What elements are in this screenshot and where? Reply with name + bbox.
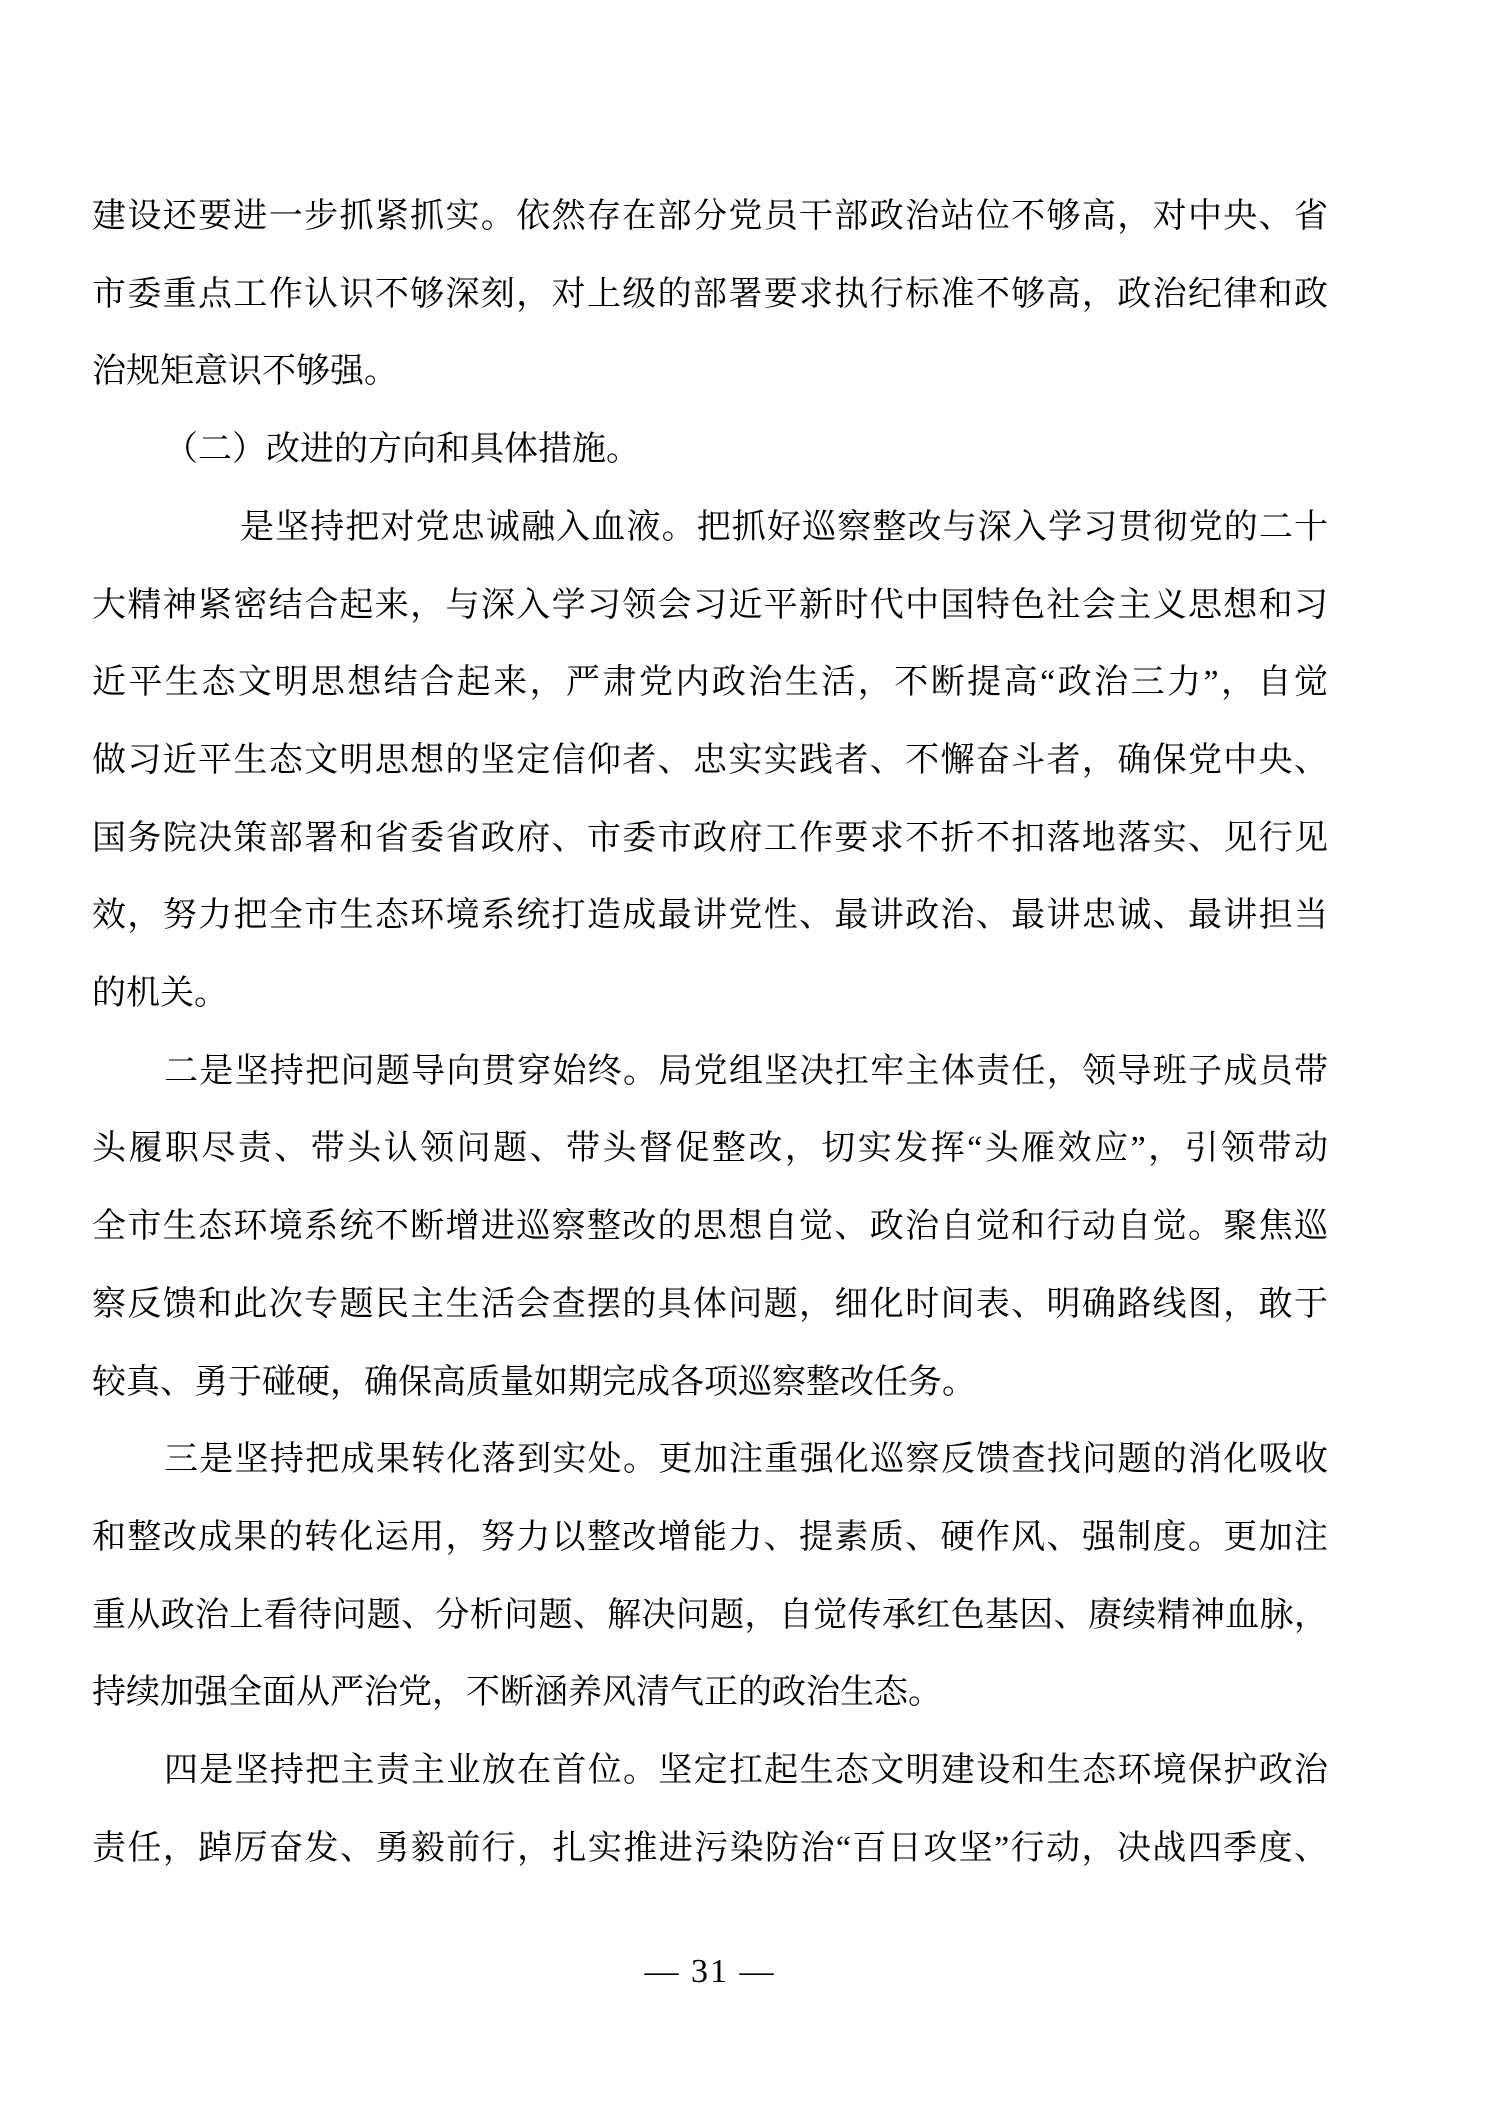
paragraph-first-line: 四是坚持把主责主业放在首位。坚定扛起生态文明建设和生态环境保护政治: [164, 1752, 1328, 1790]
text-line: 和整改成果的转化运用，努力以整改增能力、提素质、硬作风、强制度。更加注: [92, 1518, 1328, 1556]
text-line: 责任，踔厉奋发、勇毅前行，扎实推进污染防治“百日攻坚”行动，决战四季度、: [92, 1829, 1328, 1867]
text-line: 做习近平生态文明思想的坚定信仰者、忠实实践者、不懈奋斗者，确保党中央、: [92, 741, 1328, 779]
text-line: 全市生态环境系统不断增进巡察整改的思想自觉、政治自觉和行动自觉。聚焦巡: [92, 1208, 1328, 1246]
text-line: 大精神紧密结合起来，与深入学习领会习近平新时代中国特色社会主义思想和习: [92, 586, 1328, 624]
text-line: 市委重点工作认识不够深刻，对上级的部署要求执行标准不够高，政治纪律和政: [92, 275, 1328, 313]
text-line: 建设还要进一步抓紧抓实。依然存在部分党员干部政治站位不够高，对中央、省: [92, 198, 1328, 235]
paragraph-first-line: 二是坚持把问题导向贯穿始终。局党组坚决扛牢主体责任，领导班子成员带: [164, 1052, 1328, 1090]
paragraph-first-line: 三是坚持把成果转化落到实处。更加注重强化巡察反馈查找问题的消化吸收: [164, 1441, 1328, 1479]
page-number: — 31 —: [644, 1953, 776, 1991]
paragraph-first-line: 是坚持把对党忠诚融入血液。把抓好巡察整改与深入学习贯彻党的二十: [240, 508, 1328, 546]
text-line: 察反馈和此次专题民主生活会查摆的具体问题，细化时间表、明确路线图，敢于: [92, 1285, 1328, 1323]
text-line: 的机关。: [92, 975, 228, 1013]
text-line: 治规矩意识不够强。: [92, 353, 398, 391]
text-line: 头履职尽责、带头认领问题、带头督促整改，切实发挥“头雁效应”，引领带动: [92, 1130, 1328, 1168]
document-text-block: [92, 0, 1328, 1993]
text-line: 较真、勇于碰硬，确保高质量如期完成各项巡察整改任务。: [92, 1363, 976, 1401]
text-line: 重从政治上看待问题、分析问题、解决问题，自觉传承红色基因、赓续精神血脉，: [92, 1596, 1328, 1634]
text-line: 国务院决策部署和省委省政府、市委市政府工作要求不折不扣落地落实、见行见: [92, 819, 1328, 857]
section-heading: （二）改进的方向和具体措施。: [164, 431, 640, 469]
text-line: 持续加强全面从严治党，不断涵养风清气正的政治生态。: [92, 1674, 942, 1712]
text-line: 效，努力把全市生态环境系统打造成最讲党性、最讲政治、最讲忠诚、最讲担当: [92, 897, 1328, 935]
text-line: 近平生态文明思想结合起来，严肃党内政治生活，不断提高“政治三力”，自觉: [92, 664, 1328, 702]
